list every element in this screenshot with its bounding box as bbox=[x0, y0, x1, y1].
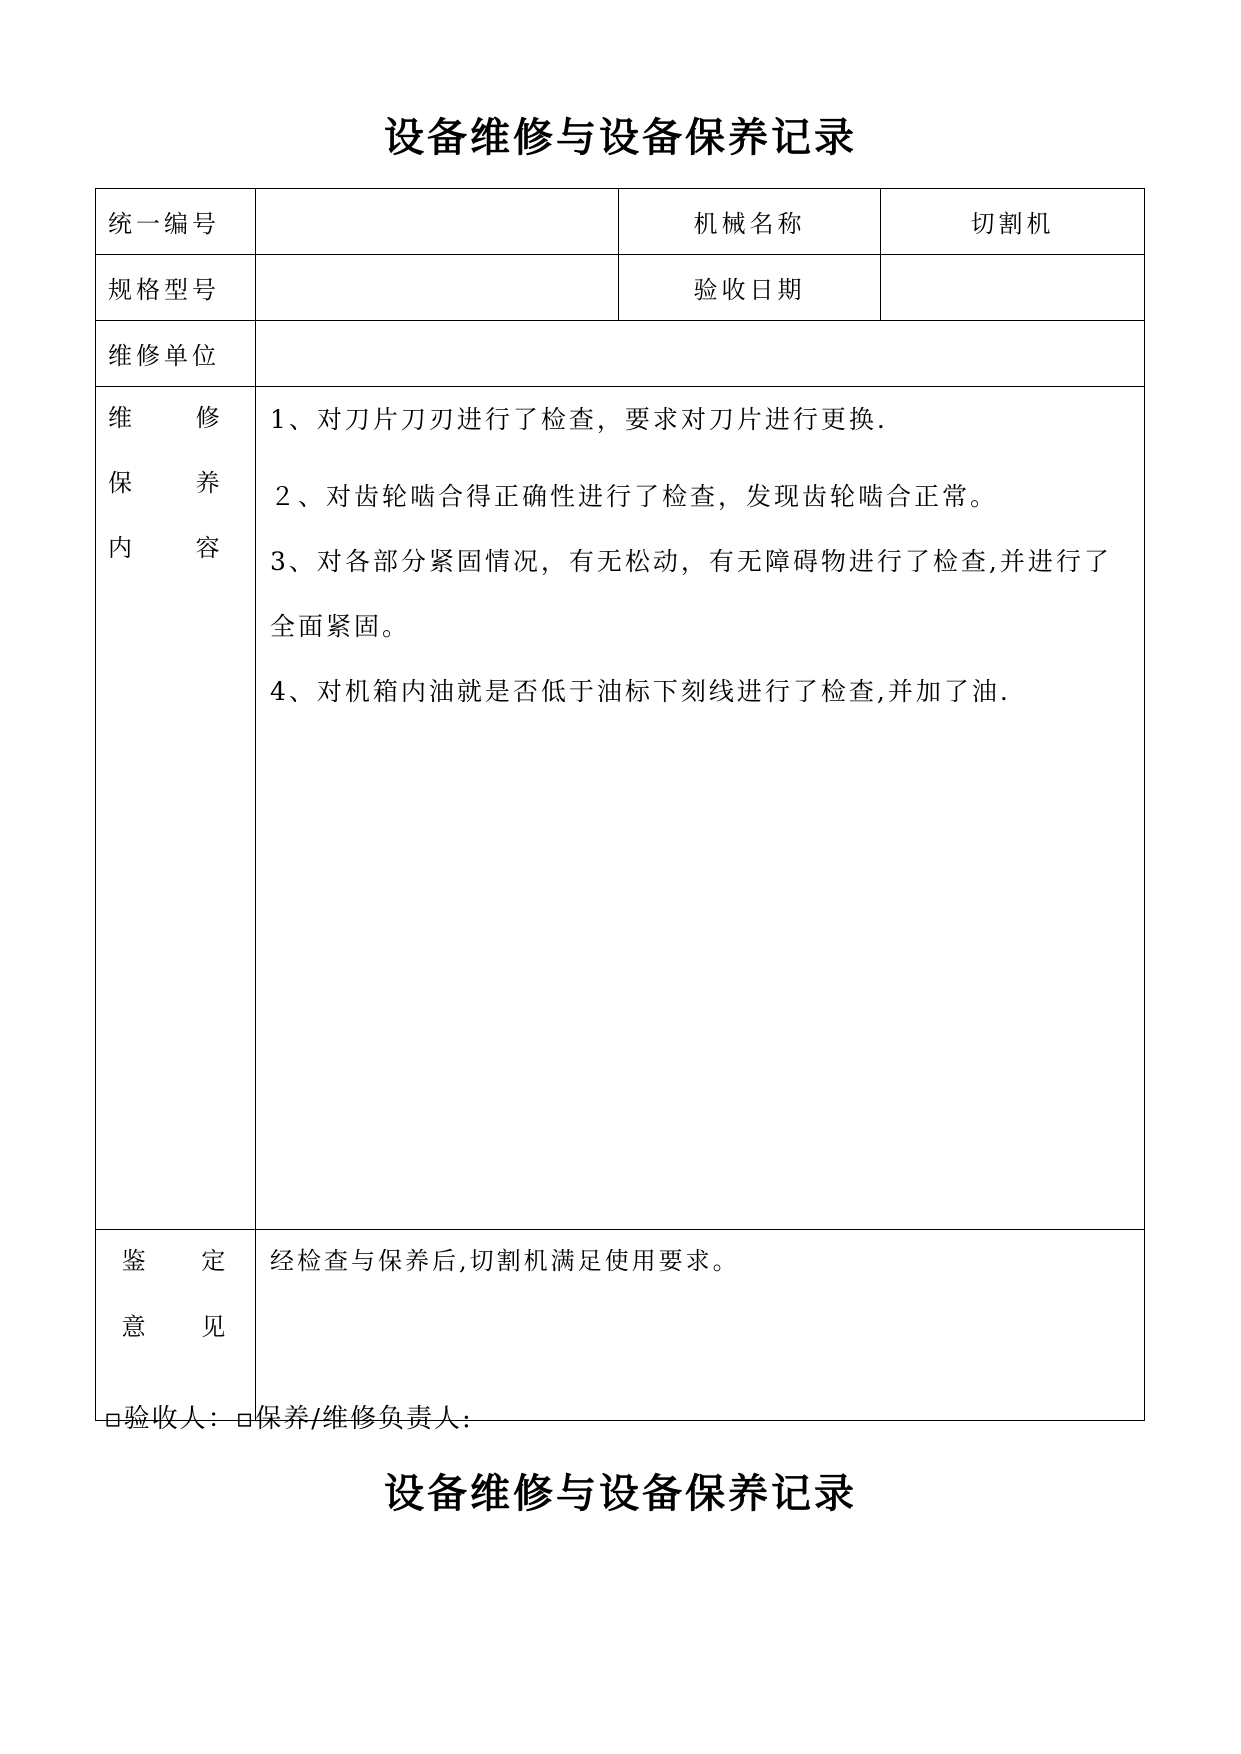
opinion-label-line: 意 见 bbox=[121, 1313, 250, 1341]
page-title: 设备维修与设备保养记录 bbox=[384, 115, 857, 161]
content-label-line: 内 容 bbox=[108, 534, 248, 562]
table-row bbox=[96, 1230, 1145, 1421]
signature-line: ▫验收人：▫保养/维修负责人: bbox=[104, 1404, 473, 1434]
content-line: 3、对各部分紧固情况，有无松动，有无障碍物进行了检查,并进行了全面紧固。 bbox=[270, 547, 1112, 641]
maintenance-record-table bbox=[95, 188, 1145, 1421]
table-row bbox=[96, 387, 1145, 1230]
machine-name-field[interactable]: 切割机 bbox=[881, 189, 1145, 255]
unified-no-label: 统一编号 bbox=[96, 189, 256, 255]
content-label-line: 保 养 bbox=[108, 469, 248, 497]
machine-name-label: 机械名称 bbox=[619, 189, 881, 255]
maintenance-content[interactable] bbox=[256, 387, 1145, 1230]
content-line: ２、对齿轮啮合得正确性进行了检查，发现齿轮啮合正常。 bbox=[270, 482, 999, 511]
repair-unit-label: 维修单位 bbox=[96, 321, 256, 387]
content-label bbox=[96, 387, 256, 1230]
opinion-label-line: 鉴 定 bbox=[121, 1247, 250, 1275]
table-row bbox=[96, 321, 1145, 387]
spec-field[interactable] bbox=[256, 255, 619, 321]
acceptance-date-label: 验收日期 bbox=[619, 255, 881, 321]
opinion-field[interactable]: 经检查与保养后,切割机满足使用要求。 bbox=[256, 1230, 1145, 1421]
unified-no-field[interactable] bbox=[256, 189, 619, 255]
table-row bbox=[96, 255, 1145, 321]
spec-label: 规格型号 bbox=[96, 255, 256, 321]
repair-unit-field[interactable] bbox=[256, 321, 1145, 387]
content-line: 4、对机箱内油就是否低于油标下刻线进行了检查,并加了油. bbox=[270, 677, 1011, 706]
content-label-line: 维 修 bbox=[108, 404, 248, 432]
table-row bbox=[96, 189, 1145, 255]
content-line: 1、对刀片刀刃进行了检查，要求对刀片进行更换. bbox=[270, 405, 888, 434]
acceptance-date-field[interactable] bbox=[881, 255, 1145, 321]
page-title-repeat: 设备维修与设备保养记录 bbox=[384, 1471, 857, 1517]
opinion-label bbox=[96, 1230, 256, 1421]
